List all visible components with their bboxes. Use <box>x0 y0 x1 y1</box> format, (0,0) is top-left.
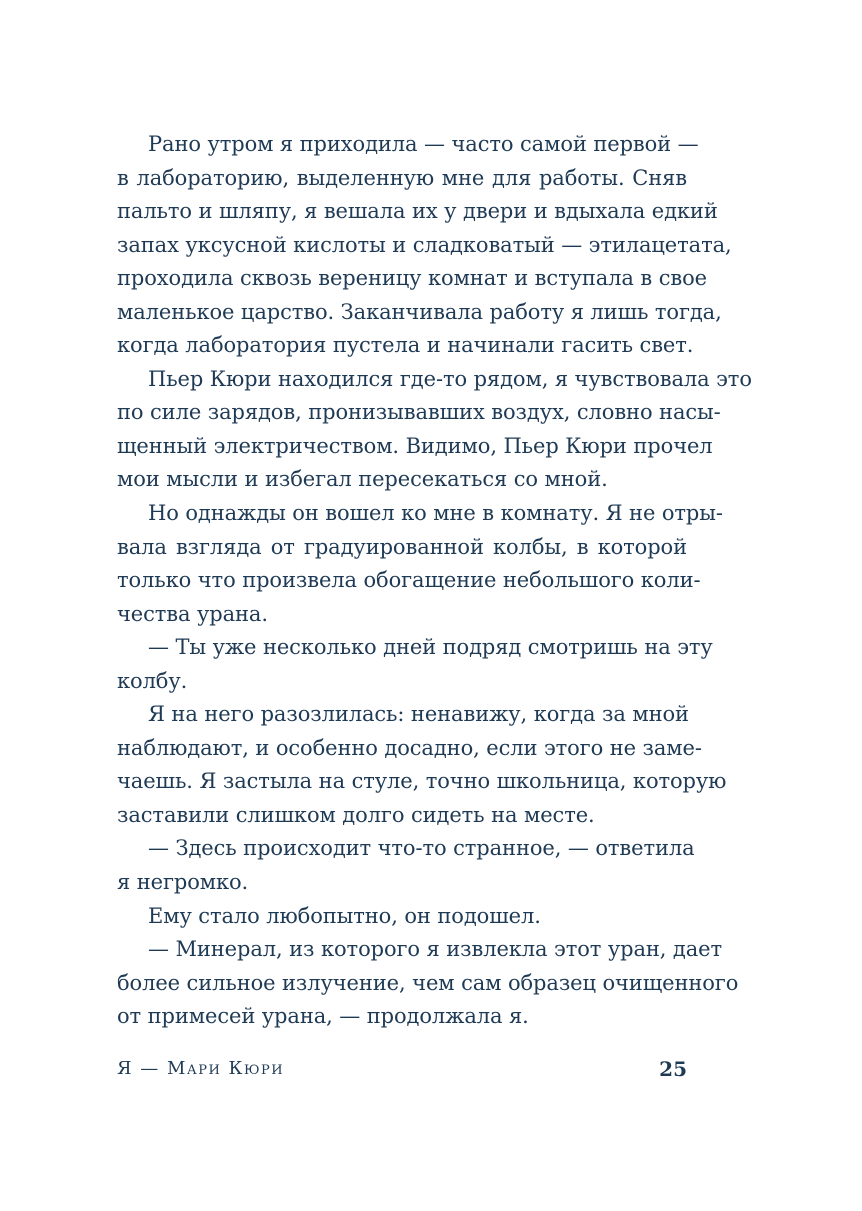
text-line: мои мысли и избегал пересекаться со мной. <box>117 467 608 492</box>
text-line: щенный электричеством. Видимо, Пьер Кюри прочел <box>117 433 713 458</box>
text-line: от примесей урана, — продолжала я. <box>117 1004 529 1029</box>
text-line: проходила сквозь вереницу комнат и вступала в свое <box>117 266 707 291</box>
text-line: запах уксусной кислоты и сладковатый — этилацетата, <box>117 232 732 257</box>
text-line: я негромко. <box>117 870 249 895</box>
text-line: — Ты уже несколько дней подряд смотришь на эту <box>148 635 713 660</box>
text-line: Ему стало любопытно, он подошел. <box>148 903 541 928</box>
text-line: только что произвела обогащение небольшого коли- <box>117 568 701 593</box>
text-line: чества урана. <box>117 601 268 626</box>
text-line: более сильное излучение, чем сам образец очищенного <box>117 970 739 995</box>
running-head: Я — Мари Кюри <box>117 1058 285 1079</box>
body-text <box>117 128 752 1034</box>
text-line: колбу. <box>117 668 188 693</box>
text-line: Рано утром я приходила — часто самой первой — <box>148 132 699 156</box>
text-line: наблюдают, и особенно досадно, если этого не заме- <box>117 735 702 760</box>
text-line: маленькое царство. Заканчивала работу я лишь тогда, <box>117 299 722 324</box>
text-line: в лабораторию, выделенную мне для работы. Сняв <box>117 165 687 190</box>
page-footer <box>117 1054 687 1084</box>
text-line: Я на него разозлилась: ненавижу, когда за мной <box>148 702 689 727</box>
text-line: вала взгляда от градуированной колбы, в которой <box>117 534 687 559</box>
text-line: заставили слишком долго сидеть на месте. <box>117 802 595 827</box>
text-line: Пьер Кюри находился где-то рядом, я чувствовала это <box>148 366 752 391</box>
text-line: по силе зарядов, пронизывавших воздух, словно насы- <box>117 400 721 425</box>
page-number: 25 <box>659 1057 687 1081</box>
text-line: пальто и шляпу, я вешала их у двери и вдыхала едкий <box>117 199 718 224</box>
text-line: чаешь. Я застыла на стуле, точно школьница, которую <box>117 769 727 794</box>
text-line: — Здесь происходит что-то странное, — ответила <box>148 836 695 861</box>
text-line: Но однажды он вошел ко мне в комнату. Я не отры- <box>148 501 723 526</box>
text-line: — Минерал, из которого я извлекла этот уран, дает <box>148 937 723 962</box>
text-line: когда лаборатория пустела и начинали гасить свет. <box>117 333 694 358</box>
